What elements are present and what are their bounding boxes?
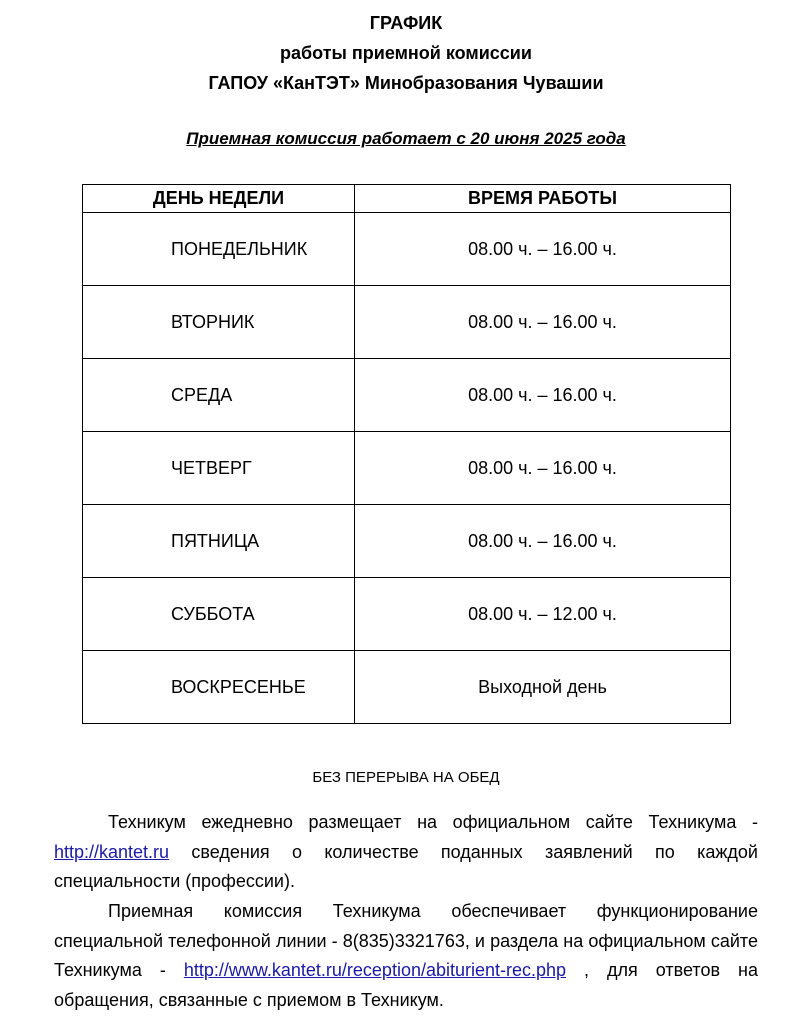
reception-page-link[interactable]: http://www.kantet.ru/reception/abiturient-rec.php bbox=[183, 960, 567, 980]
day-cell: СРЕДА bbox=[83, 359, 355, 432]
table-header-row bbox=[83, 185, 731, 213]
table-row bbox=[83, 651, 731, 724]
paragraph-2-text-end: , для ответов на обращения, связанные с приемом в Техникум. bbox=[54, 960, 758, 1010]
time-cell: Выходной день bbox=[355, 651, 731, 724]
table-row bbox=[83, 359, 731, 432]
table-row bbox=[83, 578, 731, 651]
table-row bbox=[83, 505, 731, 578]
schedule-table bbox=[82, 184, 731, 724]
title-line-2: работы приемной комиссии bbox=[280, 43, 532, 63]
table-row bbox=[83, 213, 731, 286]
day-cell: ВОСКРЕСЕНЬЕ bbox=[83, 651, 355, 724]
time-cell: 08.00 ч. – 16.00 ч. bbox=[355, 286, 731, 359]
title-line-3: ГАПОУ «КанТЭТ» Минобразования Чувашии bbox=[208, 73, 604, 93]
column-header-day: ДЕНЬ НЕДЕЛИ bbox=[83, 185, 355, 213]
title-line-1: ГРАФИК bbox=[369, 13, 443, 33]
paragraph-hotline-info bbox=[54, 897, 758, 1015]
site-link[interactable]: http://kantet.ru bbox=[54, 841, 170, 862]
paragraph-2-text-start: Приемная комиссия Техникума обеспечивает функционирование специальной телефонной линии - 8(835)3321763, и раздела на официальном сайте Техникума - bbox=[54, 901, 758, 980]
column-header-time: ВРЕМЯ РАБОТЫ bbox=[355, 185, 731, 213]
table-row bbox=[83, 432, 731, 505]
day-cell: ВТОРНИК bbox=[83, 286, 355, 359]
time-cell: 08.00 ч. – 16.00 ч. bbox=[355, 505, 731, 578]
no-lunch-break-note: БЕЗ ПЕРЕРЫВА НА ОБЕД bbox=[312, 769, 500, 786]
time-cell: 08.00 ч. – 16.00 ч. bbox=[355, 359, 731, 432]
time-cell: 08.00 ч. – 16.00 ч. bbox=[355, 432, 731, 505]
paragraph-applications-info bbox=[54, 808, 758, 897]
time-cell: 08.00 ч. – 12.00 ч. bbox=[355, 578, 731, 651]
time-cell: 08.00 ч. – 16.00 ч. bbox=[355, 213, 731, 286]
paragraph-1-text-end: сведения о количестве поданных заявлений по каждой специальности (профессии). bbox=[54, 841, 758, 891]
document-title bbox=[0, 8, 787, 98]
day-cell: ЧЕТВЕРГ bbox=[83, 432, 355, 505]
day-cell: ПОНЕДЕЛЬНИК bbox=[83, 213, 355, 286]
table-row bbox=[83, 286, 731, 359]
schedule-start-note: Приемная комиссия работает с 20 июня 2025 года bbox=[186, 129, 626, 148]
day-cell: ПЯТНИЦА bbox=[83, 505, 355, 578]
day-cell: СУББОТА bbox=[83, 578, 355, 651]
paragraph-1-text-start: Техникум ежедневно размещает на официальном сайте Техникума - bbox=[108, 812, 758, 832]
